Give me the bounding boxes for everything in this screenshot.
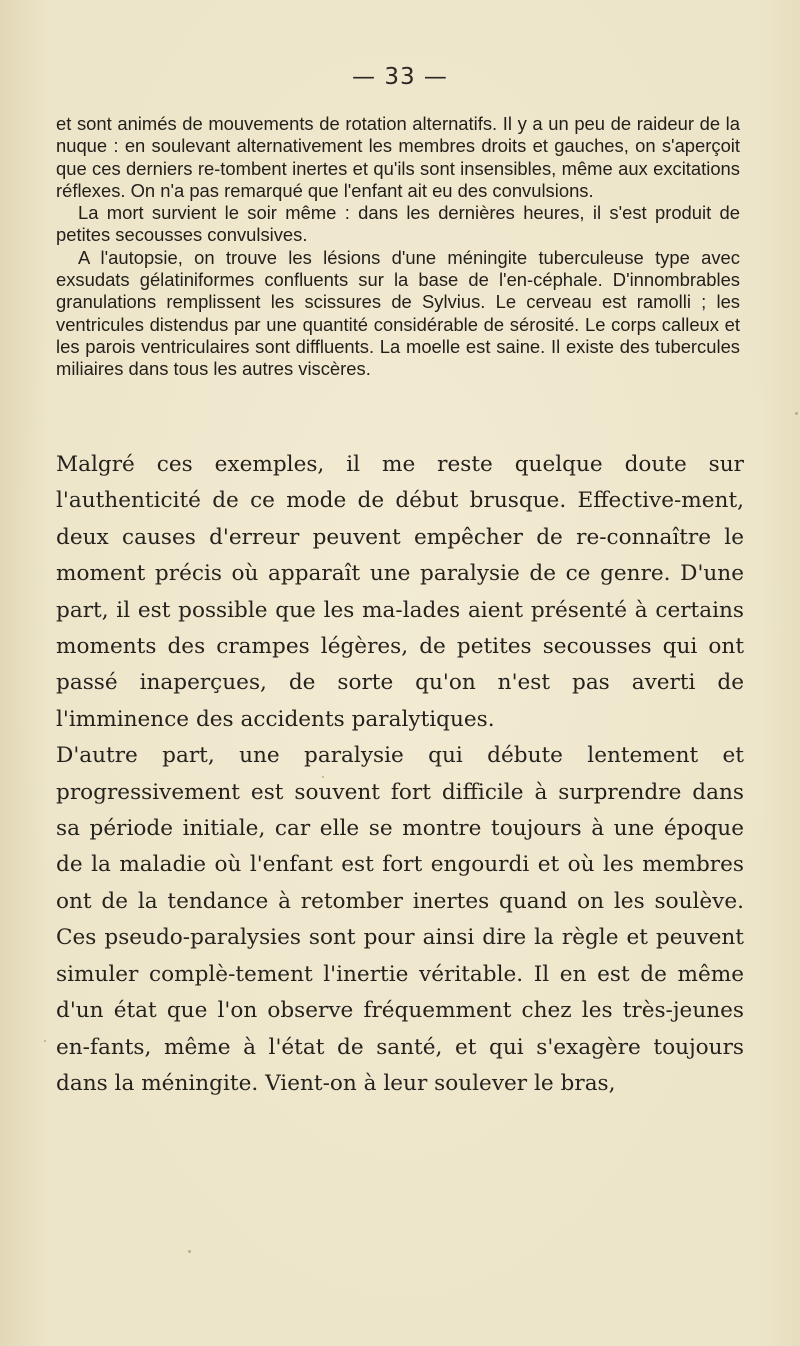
case-paragraph-autopsy: A l'autopsie, on trouve les lésions d'une méningite tuberculeuse type avec exsudats gélatiniformes confluents sur la base de l'en-céphale. D'innombrables granulations remplissent les scissures de Sylvius. Le cerveau est ramolli ; les ventricules distendus par une quantité considérable de sérosité. Le corps calleux et les parois ventriculaires sont diffluents. La moelle est saine. Il existe des tubercules miliaires dans tous les autres viscères.	[56, 246, 740, 380]
paper-speck	[795, 412, 798, 415]
main-paragraph-doubt: Malgré ces exemples, il me reste quelque doute sur l'authenticité de ce mode de début brusque. Effective-ment, deux causes d'erreur peuvent empêcher de re-connaître le moment précis où apparaît une paralysie de ce genre. D'une part, il est possible que les ma-lades aient présenté à certains moments des crampes légères, de petites secousses qui ont passé inaperçues, de sorte qu'on n'est pas averti de l'imminence des accidents paralytiques.	[56, 452, 744, 732]
case-report-text	[56, 113, 740, 381]
paper-speck	[188, 1250, 191, 1253]
main-text	[56, 447, 744, 1102]
main-paragraph-pseudo-paralysis: D'autre part, une paralysie qui débute lentement et progressivement est souvent fort difficile à surprendre dans sa période initiale, car elle se montre toujours à une époque de la maladie où l'enfant est fort engourdi et où les membres ont de la tendance à retomber inertes quand on les soulève. Ces pseudo-paralysies sont pour ainsi dire la règle et peuvent simuler complè-tement l'inertie véritable. Il en est de même d'un état que l'on observe fréquemment chez les très-jeunes en-fants, même à l'état de santé, et qui s'exagère toujours dans la méningite. Vient-on à leur soulever le bras,	[56, 743, 744, 1096]
paper-speck	[322, 776, 324, 778]
page-number: — 33 —	[352, 64, 448, 90]
paper-speck	[44, 1040, 46, 1042]
case-paragraph-death: La mort survient le soir même : dans les dernières heures, il s'est produit de petites secousses convulsives.	[56, 202, 740, 246]
case-paragraph-symptoms: et sont animés de mouvements de rotation alternatifs. Il y a un peu de raideur de la nuque : en soulevant alternativement les membres droits et gauches, on s'aperçoit que ces derniers re-tombent inertes et qu'ils sont insensibles, même aux excitations réflexes. On n'a pas remarqué que l'enfant ait eu des convulsions.	[56, 113, 740, 201]
